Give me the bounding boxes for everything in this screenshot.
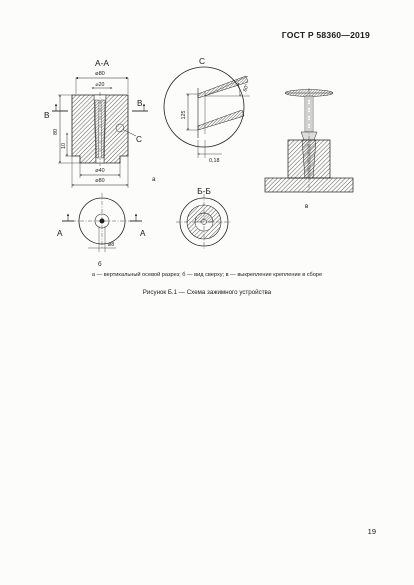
technical-drawing-svg	[0, 48, 414, 280]
detail-reference-c: С	[136, 135, 142, 144]
page-number: 19	[367, 527, 376, 536]
view-d-label: в	[305, 203, 309, 210]
dim-angle: 60°	[242, 83, 251, 93]
dim-bottom-inner: ⌀40	[95, 168, 105, 174]
view-c-section	[176, 186, 232, 250]
view-b-label: б	[98, 261, 102, 268]
view-a-section	[44, 58, 156, 188]
dim-height-total: 80	[53, 129, 59, 135]
figure-subcaption: а — вертикальный осевой разрез; б — вид сверху; в — выкрепление крепление в сборе	[91, 272, 323, 278]
dim-length: 125	[181, 110, 187, 120]
cut-mark-b-right: В	[137, 99, 143, 108]
view-d-assembly	[265, 88, 353, 210]
cut-mark-b-left: В	[44, 111, 50, 120]
dim-gap: 0,18	[209, 158, 220, 164]
technical-drawing-figure	[0, 48, 414, 280]
view-a-label: а	[152, 176, 156, 183]
dim-height-inner: 10	[61, 143, 67, 149]
dim-top-diameter: ⌀80	[95, 71, 105, 77]
dim-hole-diameter: ⌀8	[108, 242, 115, 248]
dim-inner-diameter: ⌀20	[95, 82, 105, 88]
view-a-section-title: А-А	[95, 58, 109, 68]
detail-c-view	[164, 56, 251, 164]
document-number: ГОСТ Р 58360—2019	[281, 30, 370, 40]
dim-bottom-outer: ⌀80	[95, 178, 105, 184]
figure-caption: Рисунок Б.1 — Схема зажимного устройства	[142, 289, 272, 296]
detail-c-letter: С	[199, 56, 206, 66]
cut-mark-a-left: А	[57, 229, 63, 238]
view-b-top	[57, 193, 146, 268]
view-c-section-title: Б-Б	[197, 186, 211, 196]
cut-mark-a-right: А	[140, 229, 146, 238]
